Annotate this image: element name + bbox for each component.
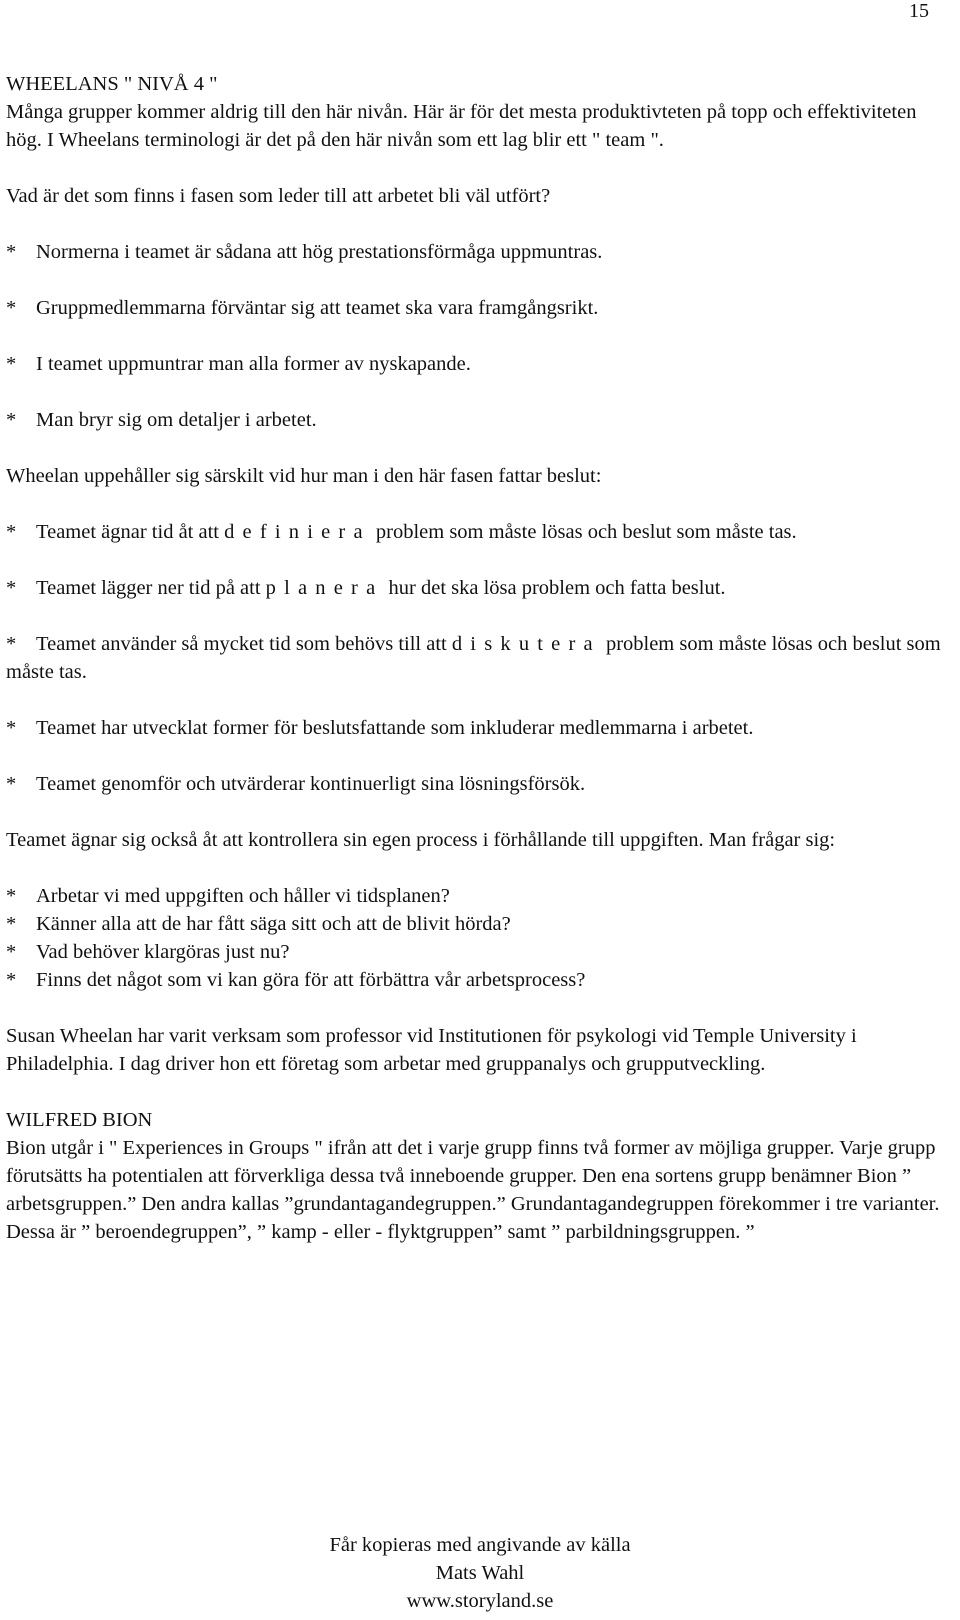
section-heading-wheelan: WHEELANS " NIVÅ 4 " — [6, 73, 218, 95]
bullet-star: * — [6, 941, 17, 963]
intro-paragraph: Många grupper kommer aldrig till den här nivån. Här är för det mesta produktivteten på topp och effektiviteten hög. I Wheelans terminologi är det på den här nivån som ett lag blir ett " team ". — [6, 101, 917, 151]
list-item: * Teamet använder så mycket tid som behövs till att diskutera problem som måste lösas och beslut som måste tas. — [6, 630, 956, 686]
spaced-word: planera — [265, 577, 384, 599]
footer-copy-note: Får kopieras med angivande av källa — [329, 1534, 631, 1556]
bullet-star: * — [6, 353, 17, 375]
decision-list — [6, 518, 956, 798]
bullet-star: * — [6, 241, 17, 263]
document-body — [6, 70, 956, 1274]
bullet-star: * — [6, 577, 17, 599]
list-item: * Känner alla att de har fått säga sitt och att de blivit hörda? — [6, 910, 956, 938]
process-intro: Teamet ägnar sig också åt att kontrollera sin egen process i förhållande till uppgiften. Man frågar sig: — [6, 829, 836, 851]
list-item: * Normerna i teamet är sådana att hög prestationsförmåga uppmuntras. — [6, 238, 956, 266]
questions-list — [6, 882, 956, 994]
bullet-star: * — [6, 297, 17, 319]
list-item: * Finns det något som vi kan göra för att förbättra vår arbetsprocess? — [6, 966, 956, 994]
list-item: * Teamet har utvecklat former för beslutsfattande som inkluderar medlemmarna i arbetet. — [6, 714, 956, 742]
bullet-star: * — [6, 633, 17, 655]
list-item: * Gruppmedlemmarna förväntar sig att teamet ska vara framgångsrikt. — [6, 294, 956, 322]
question-paragraph: Vad är det som finns i fasen som leder till att arbetet bli väl utfört? — [6, 185, 551, 207]
footer-website: www.storyland.se — [406, 1590, 554, 1612]
list-item: * Teamet lägger ner tid på att planera hur det ska lösa problem och fatta beslut. — [6, 574, 956, 602]
decision-intro: Wheelan uppehåller sig särskilt vid hur man i den här fasen fattar beslut: — [6, 465, 602, 487]
bion-paragraph: Bion utgår i " Experiences in Groups " ifrån att det i varje grupp finns två former av möjliga grupper. Varje grupp förutsätts ha potentialen att förverkliga dessa två inneboende grupper. Den ena sortens grupp benämner Bion ” arbetsgruppen.” Den andra kallas ”grundantagandegruppen.” Grundantagandegruppen förekommer i tre varianter. Dessa är ” beroendegruppen”, ” kamp - eller - flyktgruppen” samt ” parbildningsgruppen. ” — [6, 1137, 940, 1243]
list-item: * Vad behöver klargöras just nu? — [6, 938, 956, 966]
bullet-star: * — [6, 969, 17, 991]
list-item: * I teamet uppmuntrar man alla former av nyskapande. — [6, 350, 956, 378]
spaced-word: definiera — [224, 521, 371, 543]
spaced-word: diskutera — [451, 633, 601, 655]
list-item: * Man bryr sig om detaljer i arbetet. — [6, 406, 956, 434]
list-item: * Teamet genomför och utvärderar kontinuerligt sina lösningsförsök. — [6, 770, 956, 798]
bullet-star: * — [6, 773, 17, 795]
bullet-star: * — [6, 521, 17, 543]
norms-list — [6, 238, 956, 434]
bullet-star: * — [6, 885, 17, 907]
list-item: * Arbetar vi med uppgiften och håller vi tidsplanen? — [6, 882, 956, 910]
list-item: * Teamet ägnar tid åt att definiera problem som måste lösas och beslut som måste tas. — [6, 518, 956, 546]
bio-paragraph: Susan Wheelan har varit verksam som professor vid Institutionen för psykologi vid Temple University i Philadelphia. I dag driver hon ett företag som arbetar med gruppanalys och grupputveckling. — [6, 1025, 857, 1075]
bullet-star: * — [6, 913, 17, 935]
bullet-star: * — [6, 409, 17, 431]
page-number: 15 — [909, 0, 929, 22]
footer-author: Mats Wahl — [435, 1562, 525, 1584]
bullet-star: * — [6, 717, 17, 739]
section-heading-bion: WILFRED BION — [6, 1109, 153, 1131]
page-footer — [0, 1531, 960, 1615]
